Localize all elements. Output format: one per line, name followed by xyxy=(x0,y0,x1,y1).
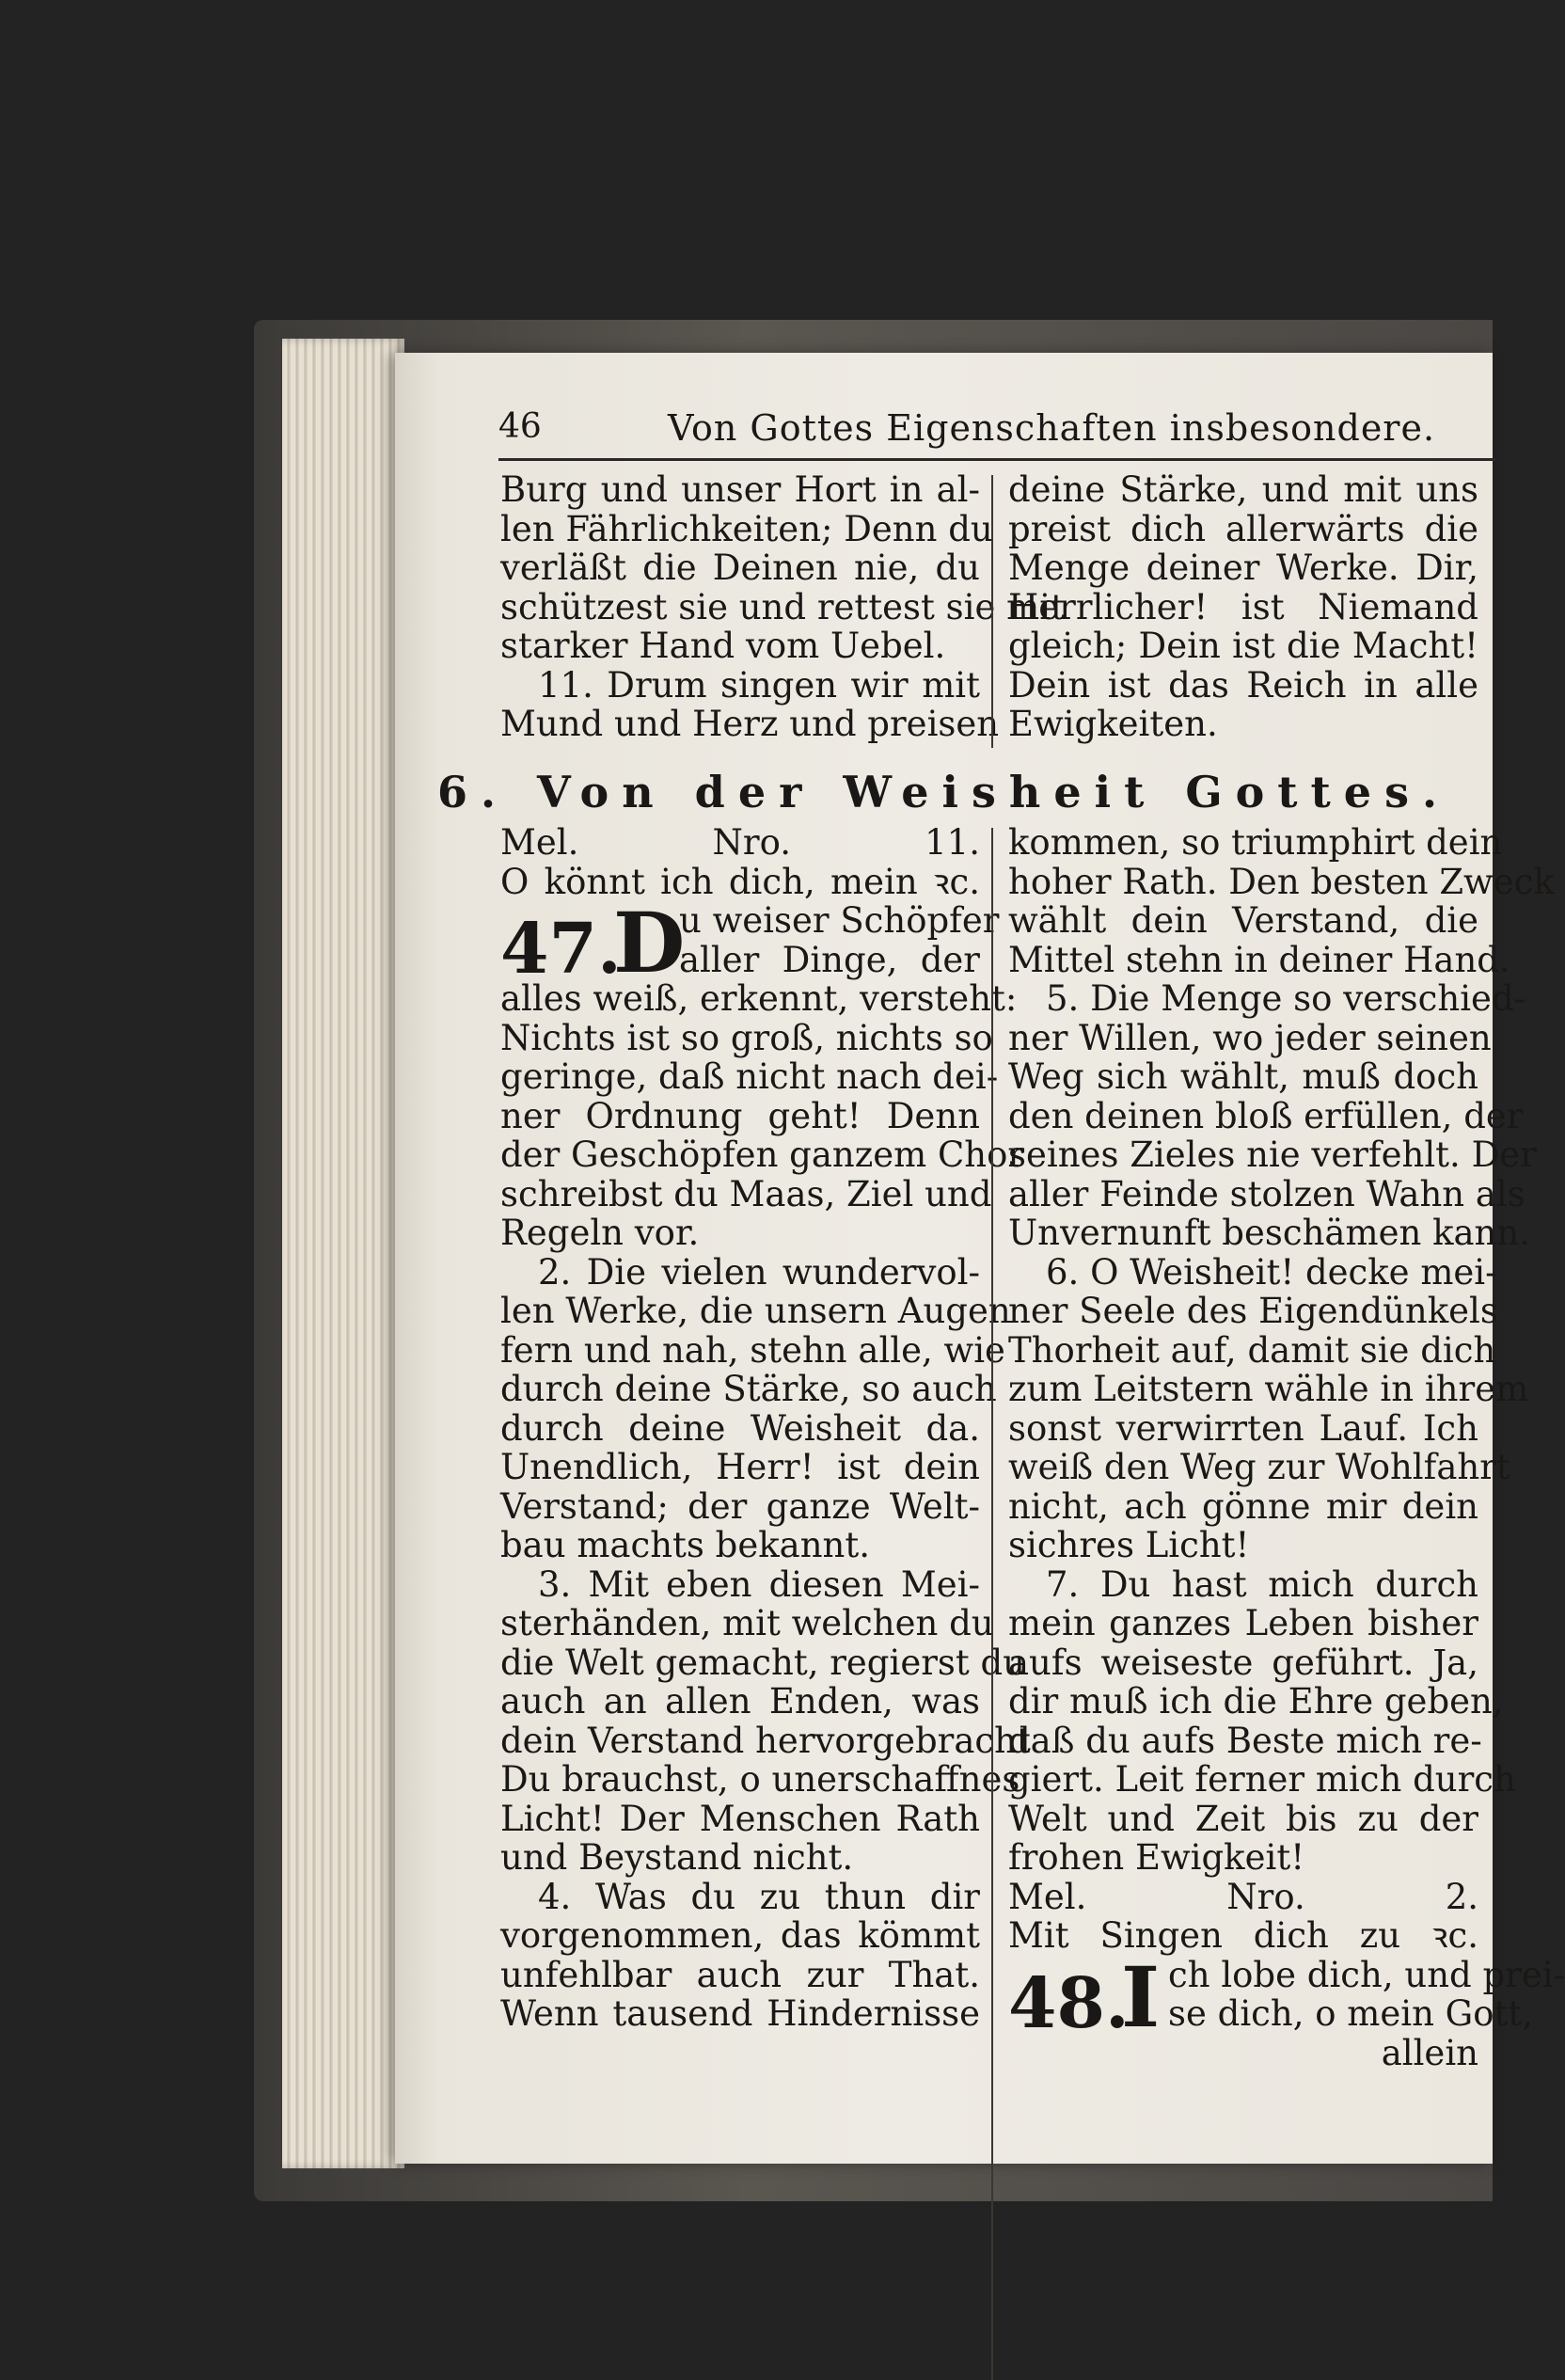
text-line: Licht! Der Menschen Rath xyxy=(500,1798,980,1839)
text-line: giert. Leit ferner mich durch xyxy=(1008,1759,1516,1800)
text-line: und Beystand nicht. xyxy=(500,1837,854,1878)
top-left-column xyxy=(500,469,1065,744)
section-title: 6. Von der Weisheit Gottes. xyxy=(437,767,1450,817)
page-number: 46 xyxy=(498,407,542,446)
text-line: Weg sich wählt, muß doch xyxy=(1008,1056,1478,1097)
text-line: seines Zieles nie verfehlt. Der xyxy=(1008,1134,1537,1175)
text-line: Du brauchst, o unerschaffnes xyxy=(500,1759,1020,1800)
book-page xyxy=(395,353,1565,2164)
text-line: sichres Licht! xyxy=(1008,1525,1250,1565)
text-line: Dein ist das Reich in alle xyxy=(1008,664,1478,706)
text-line: Regeln vor. xyxy=(500,1213,700,1253)
text-line: Wenn tausend Hindernisse xyxy=(500,1993,980,2034)
text-line: verläßt die Deinen nie, du xyxy=(500,547,980,588)
text-line: durch deine Stärke, so auch xyxy=(500,1369,997,1409)
hymn-48-opening xyxy=(1008,1947,1565,2046)
text-line: unfehlbar auch zur That. xyxy=(500,1954,980,1995)
melody-note: Mel. Nro. 11. xyxy=(500,822,980,863)
text-line: durch deine Weisheit da. xyxy=(500,1407,980,1449)
text-line: schützest sie und rettest sie mit xyxy=(500,586,1065,627)
column-divider-top xyxy=(991,475,993,748)
text-line: Menge deiner Werke. Dir, xyxy=(1008,547,1478,588)
text-line: Unendlich, Herr! ist dein xyxy=(500,1447,980,1487)
melody-note: Mel. Nro. 2. xyxy=(1008,1876,1478,1917)
text-line: ner Seele des Eigendünkels xyxy=(1008,1291,1498,1331)
text-line: ch lobe dich, und prei- xyxy=(1168,1954,1565,1995)
drop-cap: D xyxy=(613,894,686,992)
text-line: Mittel stehn in deiner Hand. xyxy=(1008,939,1510,980)
text-line: gleich; Dein ist die Macht! xyxy=(1008,626,1478,666)
text-line: sterhänden, mit welchen du xyxy=(500,1603,994,1643)
text-line: 7. Du hast mich durch xyxy=(1046,1563,1478,1605)
text-line: len Fährlichkeiten; Denn du xyxy=(500,508,993,549)
hymn-47-opening xyxy=(500,894,1000,992)
text-line: Burg und unser Hort in al- xyxy=(500,469,980,510)
text-line: dein Verstand hervorgebracht xyxy=(500,1720,1031,1761)
text-line: vorgenommen, das kömmt xyxy=(500,1915,980,1956)
text-line: Unvernunft beschämen kann. xyxy=(1008,1213,1530,1253)
hymn-number: 48. xyxy=(1008,1962,1130,2044)
text-line: 2. Die vielen wundervol- xyxy=(538,1251,980,1293)
hymn-47-left-column xyxy=(500,822,1031,2034)
text-line: bau machts bekannt. xyxy=(500,1525,870,1565)
text-line: Verstand; der ganze Welt- xyxy=(500,1485,980,1527)
text-line: 5. Die Menge so verschied- xyxy=(1046,978,1526,1019)
text-line: ner Willen, wo jeder seinen xyxy=(1008,1017,1492,1058)
text-line: den deinen bloß erfüllen, der xyxy=(1008,1095,1524,1136)
text-line: nicht, ach gönne mir dein xyxy=(1008,1485,1478,1527)
text-line: alles weiß, erkennt, versteht: xyxy=(500,978,1018,1019)
top-right-column xyxy=(1008,470,1478,744)
melody-incipit: O könnt ich dich, mein ꝛc. xyxy=(500,861,980,902)
text-line: aufs weiseste geführt. Ja, xyxy=(1008,1642,1478,1683)
drop-cap: I xyxy=(1121,1947,1161,2046)
melody-incipit: Mit Singen dich zu ꝛc. xyxy=(1008,1915,1478,1956)
text-line: sonst verwirrten Lauf. Ich xyxy=(1008,1407,1478,1449)
column-divider-main xyxy=(991,828,993,2380)
text-line: 6. O Weisheit! decke mei- xyxy=(1046,1251,1497,1293)
hymn-number: 47. xyxy=(500,909,622,990)
text-line: 4. Was du zu thun dir xyxy=(538,1876,980,1917)
text-line: geringe, daß nicht nach dei- xyxy=(500,1056,999,1097)
text-line: 11. Drum singen wir mit xyxy=(538,664,980,706)
text-line: preist dich allerwärts die xyxy=(1008,508,1478,549)
text-line: hoher Rath. Den besten Zweck xyxy=(1008,861,1555,902)
text-line: Herrlicher! ist Niemand xyxy=(1008,586,1478,627)
page-header xyxy=(498,407,1495,464)
text-line: len Werke, die unsern Augen xyxy=(500,1291,1011,1331)
text-line: zum Leitstern wähle in ihrem xyxy=(1008,1369,1529,1409)
catchword: allein xyxy=(1381,2032,1478,2073)
text-line: Mund und Herz und preisen xyxy=(500,704,1000,744)
header-rule xyxy=(498,458,1495,461)
text-line: ner Ordnung geht! Denn xyxy=(500,1095,980,1136)
text-line: fern und nah, stehn alle, wie xyxy=(500,1329,1005,1371)
text-line: aller Feinde stolzen Wahn als xyxy=(1008,1173,1525,1214)
text-line: deine Stärke, und mit uns xyxy=(1008,469,1478,510)
text-line: 3. Mit eben diesen Mei- xyxy=(538,1563,980,1605)
text-line: daß du aufs Beste mich re- xyxy=(1008,1720,1482,1761)
text-line: Ewigkeiten. xyxy=(1008,704,1218,744)
text-line: schreibst du Maas, Ziel und xyxy=(500,1173,992,1214)
text-line: wählt dein Verstand, die xyxy=(1008,900,1478,941)
text-line: u weiser Schöpfer xyxy=(679,900,1000,941)
text-line: kommen, so triumphirt dein xyxy=(1008,822,1503,863)
text-line: auch an allen Enden, was xyxy=(500,1681,980,1722)
text-line: frohen Ewigkeit! xyxy=(1008,1837,1305,1878)
text-line: se dich, o mein Gott, xyxy=(1168,1993,1534,2034)
running-head: Von Gottes Eigenschaften insbesondere. xyxy=(668,407,1436,449)
text-line: Welt und Zeit bis zu der xyxy=(1008,1798,1478,1839)
text-line: dir muß ich die Ehre geben, xyxy=(1008,1681,1504,1722)
text-line: weiß den Weg zur Wohlfahrt xyxy=(1008,1447,1510,1487)
text-line: starker Hand vom Uebel. xyxy=(500,626,946,666)
text-line: Thorheit auf, damit sie dich xyxy=(1008,1329,1496,1371)
text-line: die Welt gemacht, regierst du xyxy=(500,1642,1026,1683)
page-edges xyxy=(282,339,404,2168)
text-line: der Geschöpfen ganzem Chor xyxy=(500,1134,1025,1175)
hymn-47-right-column xyxy=(1008,822,1565,2073)
text-line: aller Dinge, der xyxy=(679,939,980,980)
text-line: Nichts ist so groß, nichts so xyxy=(500,1017,993,1058)
text-line: mein ganzes Leben bisher xyxy=(1008,1603,1478,1643)
